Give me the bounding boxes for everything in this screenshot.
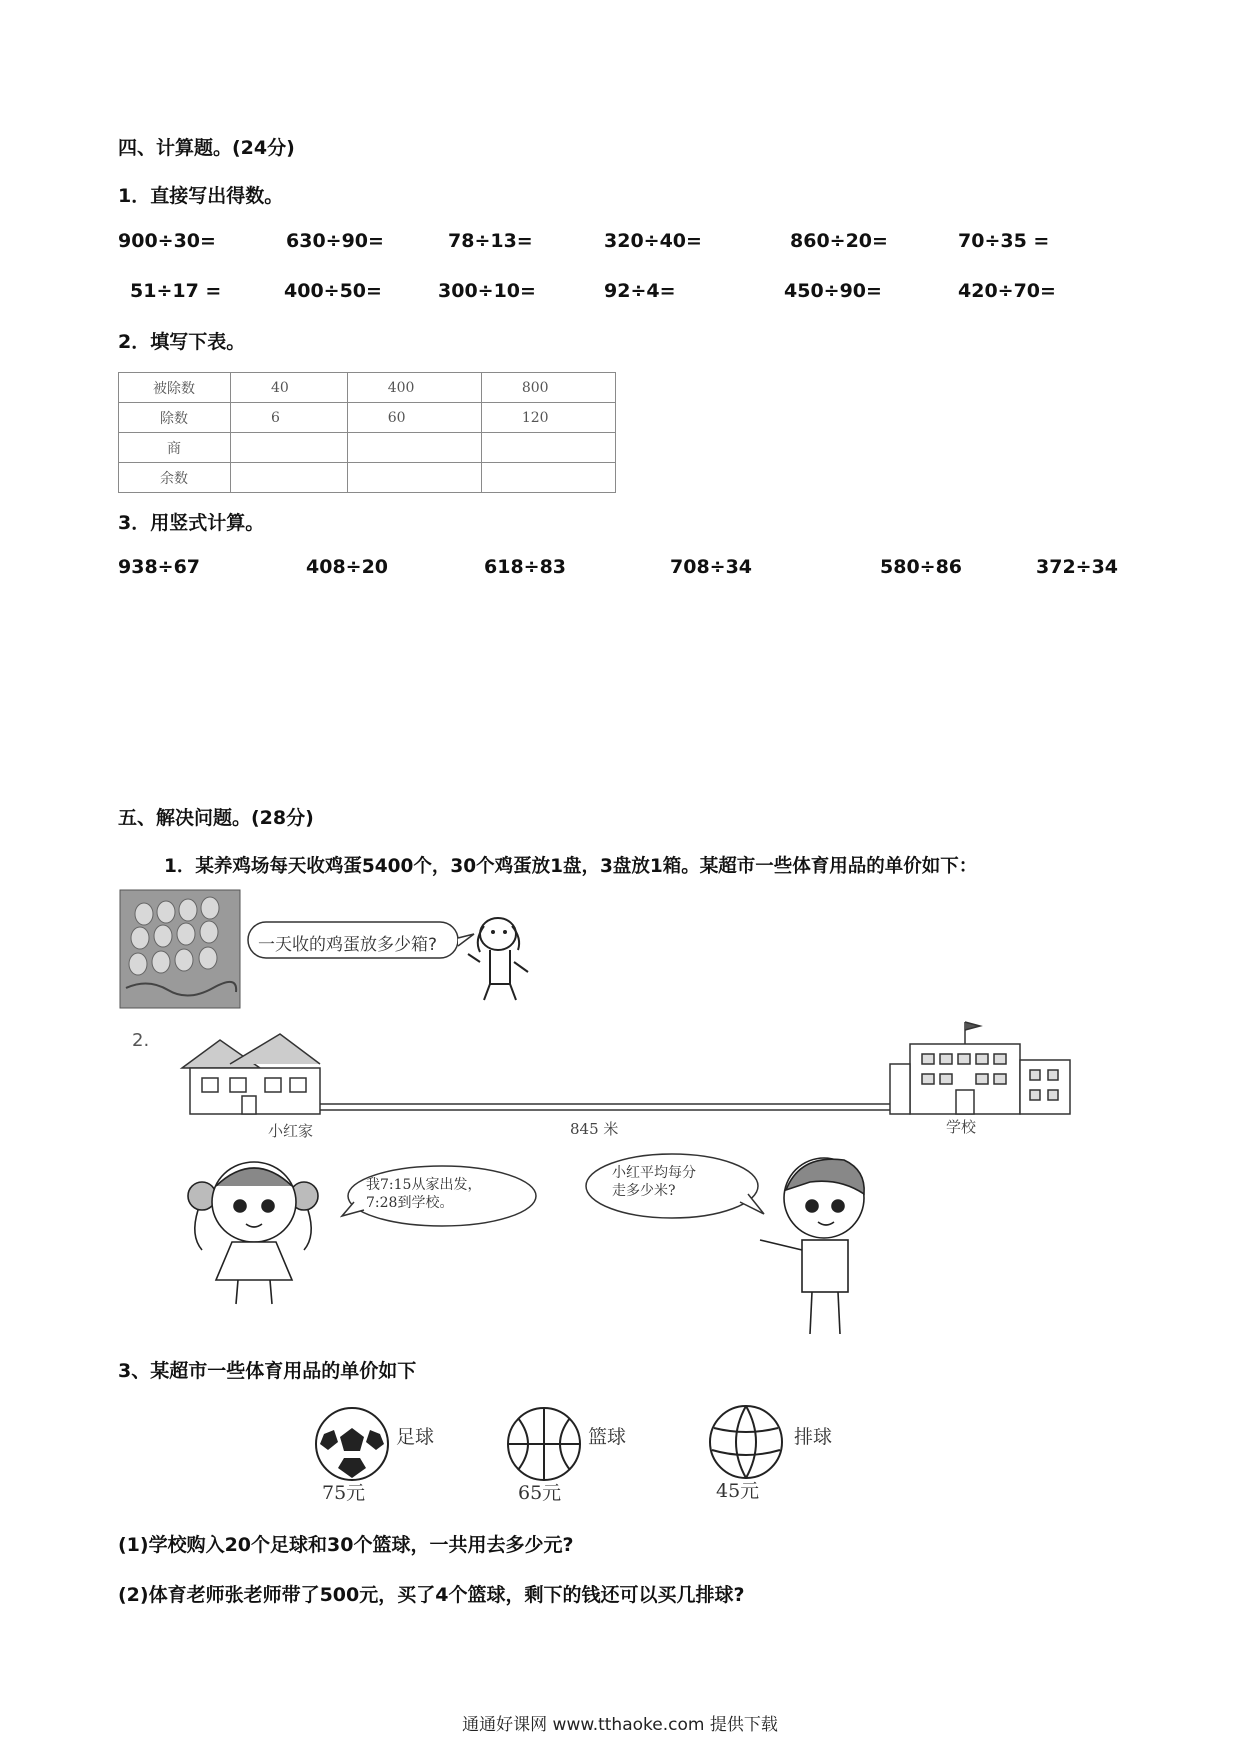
q3-item: 938÷67 <box>118 556 201 578</box>
ball-price: 45元 <box>716 1480 760 1502</box>
problem-3-title: 3、某超市一些体育用品的单价如下 <box>118 1360 417 1382</box>
footer-credit: 通通好课网 www.tthaoke.com 提供下载 <box>462 1715 778 1735</box>
ball-name: 篮球 <box>588 1426 627 1448</box>
table-header-cell: 商 <box>119 433 231 463</box>
ball-name: 足球 <box>396 1426 435 1448</box>
girl-illustration <box>180 1150 330 1310</box>
q3-row <box>0 556 1240 582</box>
section-5-title: 五、解决问题。(28分) <box>118 807 314 829</box>
q1-item: 78÷13= <box>448 230 533 252</box>
ball-price: 75元 <box>322 1482 366 1504</box>
answer-cell[interactable] <box>231 463 348 493</box>
answer-cell[interactable] <box>347 433 481 463</box>
school-label: 学校 <box>946 1118 977 1136</box>
q1-item: 860÷20= <box>790 230 888 252</box>
table-header-cell: 余数 <box>119 463 231 493</box>
home-to-school-illustration <box>170 1020 1090 1130</box>
girl-bubble-line: 7:28到学校。 <box>366 1195 454 1211</box>
answer-cell[interactable] <box>347 463 481 493</box>
table-cell: 6 <box>231 403 348 433</box>
table-cell: 60 <box>347 403 481 433</box>
distance-label: 845 米 <box>570 1120 619 1138</box>
answer-cell[interactable] <box>231 433 348 463</box>
table-cell: 120 <box>481 403 615 433</box>
table-row <box>119 403 616 433</box>
q1-item: 51÷17 = <box>130 280 222 302</box>
q1-item: 320÷40= <box>604 230 702 252</box>
q3-item: 618÷83 <box>484 556 567 578</box>
q3-item: 708÷34 <box>670 556 753 578</box>
table-cell: 40 <box>231 373 348 403</box>
soccer-ball-icon <box>312 1404 392 1484</box>
answer-cell[interactable] <box>481 463 615 493</box>
question-3-2: (2)体育老师张老师带了500元，买了4个篮球，剩下的钱还可以买几排球? <box>118 1584 745 1606</box>
q1-item: 92÷4= <box>604 280 676 302</box>
table-header-cell: 被除数 <box>119 373 231 403</box>
boy-bubble-text <box>612 1164 696 1200</box>
q2-title: 2．填写下表。 <box>118 331 246 353</box>
question-3-1: (1)学校购入20个足球和30个篮球，一共用去多少元? <box>118 1534 574 1556</box>
girl-bubble-text <box>366 1176 481 1212</box>
q1-item: 450÷90= <box>784 280 882 302</box>
q3-item: 372÷34 <box>1036 556 1119 578</box>
q1-item: 400÷50= <box>284 280 382 302</box>
answer-cell[interactable] <box>481 433 615 463</box>
q1-item: 300÷10= <box>438 280 536 302</box>
problem-2-number: 2. <box>132 1030 150 1051</box>
table-row <box>119 463 616 493</box>
volleyball-icon <box>706 1402 786 1482</box>
basketball-icon <box>504 1404 584 1484</box>
table-header-cell: 除数 <box>119 403 231 433</box>
q1-item: 900÷30= <box>118 230 216 252</box>
q1-title: 1．直接写出得数。 <box>118 185 284 207</box>
table-cell: 400 <box>347 373 481 403</box>
ball-price: 65元 <box>518 1482 562 1504</box>
fill-in-table <box>118 372 616 493</box>
boy-bubble-line: 小红平均每分 <box>612 1165 696 1181</box>
bubble-text: 一天收的鸡蛋放多少箱? <box>258 935 438 955</box>
girl-bubble-line: 我7:15从家出发， <box>366 1177 482 1193</box>
q3-item: 408÷20 <box>306 556 389 578</box>
q1-item: 420÷70= <box>958 280 1056 302</box>
table-row <box>119 373 616 403</box>
q1-item: 70÷35 = <box>958 230 1050 252</box>
q3-title: 3．用竖式计算。 <box>118 512 265 534</box>
section-4-title: 四、计算题。(24分) <box>118 137 295 159</box>
problem-1-text: 1．某养鸡场每天收鸡蛋5400个，30个鸡蛋放1盘，3盘放1箱。某超市一些体育用品的单价如下： <box>164 856 978 877</box>
table-row <box>119 433 616 463</box>
q1-row-1 <box>0 230 1240 256</box>
q1-row-2 <box>0 280 1240 306</box>
q1-item: 630÷90= <box>286 230 384 252</box>
q3-item: 580÷86 <box>880 556 963 578</box>
boy-bubble-line: 走多少米? <box>612 1183 676 1199</box>
table-cell: 800 <box>481 373 615 403</box>
home-label: 小红家 <box>268 1122 314 1140</box>
ball-name: 排球 <box>794 1426 833 1448</box>
